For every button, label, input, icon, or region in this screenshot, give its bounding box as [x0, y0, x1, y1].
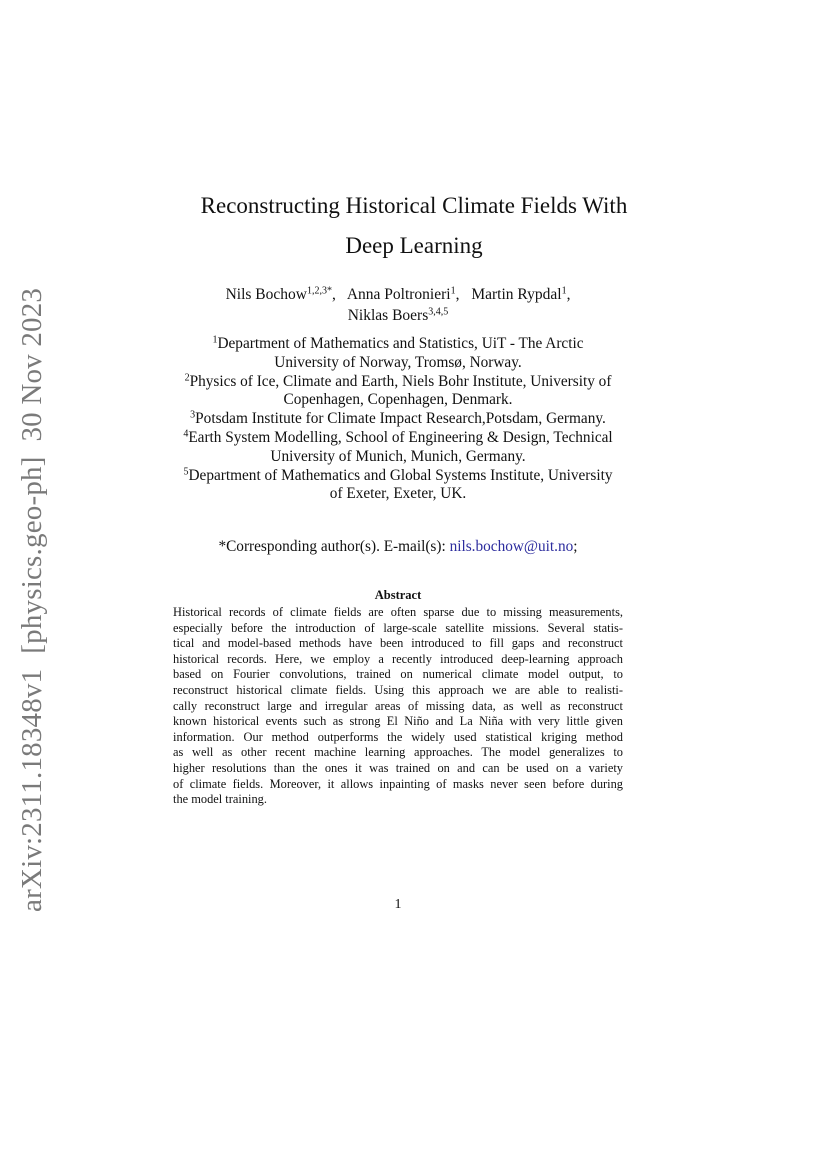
author-separator: ,: [331, 286, 336, 303]
affiliation-text: Physics of Ice, Climate and Earth, Niels Bohr Institute, University of: [189, 372, 612, 390]
abstract-body: [173, 605, 623, 808]
affiliation-text: Potsdam Institute for Climate Impact Research,Potsdam, Germany.: [195, 410, 606, 428]
affiliation-text: Department of Mathematics and Global Systems Institute, University: [188, 466, 613, 484]
affiliation-line: [0, 485, 796, 504]
author-affiliation-marks: 1: [450, 285, 456, 297]
abstract-line: Historical records of climate fields are often sparse due to missing measurements,: [173, 605, 623, 619]
abstract-line: higher resolutions than the ones it was trained on and can be used on a variety: [173, 760, 623, 775]
affiliation-line: [0, 354, 796, 373]
paper-title: [0, 186, 828, 266]
arxiv-id: arXiv:2311.18348v1: [16, 668, 48, 912]
corresponding-author: [0, 537, 796, 557]
abstract-line: especially before the introduction of large-scale satellite missions. Several statis-: [173, 620, 623, 635]
arxiv-date: 30 Nov 2023: [16, 287, 48, 442]
affiliation-text: University of Munich, Munich, Germany.: [270, 447, 526, 465]
abstract-line: as well as other recent machine learning approaches. The model generalizes to: [173, 745, 623, 760]
abstract-line: historical records. Here, we employ a recently introduced deep-learning approach: [173, 651, 623, 666]
author-affiliation-marks: 1,2,3*: [306, 285, 332, 297]
affiliation-mark: 4: [183, 428, 189, 440]
abstract-heading: Abstract: [374, 588, 422, 602]
author-name: Niklas Boers: [347, 307, 429, 324]
page-number: 1: [394, 897, 402, 912]
author: [348, 307, 449, 324]
affiliation-mark: 2: [184, 372, 190, 384]
author-separator: ,: [566, 286, 571, 303]
abstract-line: information. Our method outperforms the widely used statistical kriging method: [173, 729, 623, 744]
affiliation-text: of Exeter, Exeter, UK.: [329, 485, 467, 503]
affiliation-list: [0, 335, 796, 504]
author-name: Anna Poltronieri: [346, 286, 451, 303]
author-separator: ,: [455, 286, 460, 303]
affiliation-mark: 5: [183, 466, 189, 478]
author-list: [0, 284, 796, 326]
abstract-line: tical and model-based methods have been introduced to fill gaps and reconstruct: [173, 636, 623, 651]
author-line-1: [0, 284, 796, 305]
author-line-2: [0, 305, 796, 326]
abstract-line: known historical events such as strong El Niño and La Niña with very little given: [173, 714, 623, 729]
title-line-1: Reconstructing Historical Climate Fields With: [200, 193, 628, 218]
affiliation-line: [0, 448, 796, 467]
affiliation-mark: 1: [212, 334, 218, 346]
abstract-line: based on Fourier convolutions, trained on numerical climate model output, to: [173, 667, 623, 682]
affiliation-text: Earth System Modelling, School of Engineering & Design, Technical: [188, 428, 613, 446]
abstract-line: the model training.: [173, 792, 267, 807]
abstract-line: reconstruct historical climate fields. Using this approach we are able to realisti-: [173, 682, 623, 697]
affiliation-line: [0, 429, 796, 448]
author-name: Martin Rypdal: [471, 286, 562, 303]
email-link[interactable]: nils.bochow@uit.no: [449, 538, 574, 555]
abstract-line: of climate fields. Moreover, it allows inpainting of masks never seen before during: [173, 776, 623, 791]
abstract-line: cally reconstruct large and irregular areas of missing data, as well as reconstruct: [173, 698, 623, 713]
author: [226, 286, 336, 303]
title-line-2: Deep Learning: [345, 233, 483, 258]
affiliation-line: [0, 467, 796, 486]
affiliation-line: [0, 391, 796, 410]
affiliation-line: [0, 373, 796, 392]
author-affiliation-marks: 1: [561, 285, 567, 297]
affiliation-line: [0, 410, 796, 429]
author: [347, 286, 460, 303]
affiliation-mark: 3: [190, 409, 196, 421]
corresponding-label: *Corresponding author(s). E-mail(s):: [218, 538, 450, 555]
author-affiliation-marks: 3,4,5: [428, 306, 449, 318]
affiliation-text: Department of Mathematics and Statistics, UiT - The Arctic: [217, 335, 584, 352]
affiliation-line: [0, 335, 796, 354]
affiliation-text: University of Norway, Tromsø, Norway.: [274, 353, 522, 371]
arxiv-category: [physics.geo-ph]: [16, 456, 48, 654]
author: [471, 286, 570, 303]
author-name: Nils Bochow: [225, 286, 307, 303]
affiliation-text: Copenhagen, Copenhagen, Denmark.: [283, 391, 513, 409]
corresponding-suffix: ;: [573, 538, 578, 555]
